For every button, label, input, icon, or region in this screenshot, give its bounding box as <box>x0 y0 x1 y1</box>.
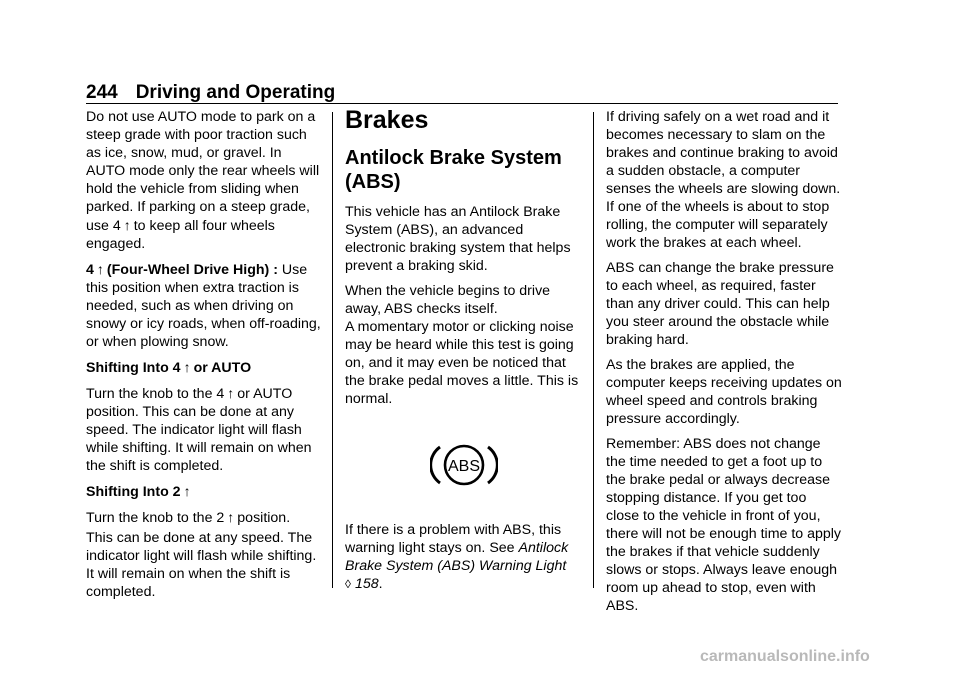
up-arrow-icon: ↑ <box>183 359 191 375</box>
mode-label: (Four-Wheel Drive High) : <box>106 262 278 278</box>
paragraph: ABS can change the brake pressure to each wheel, as required, faster than any driver could. This can help you steer around the obstacle while braking hard. <box>606 260 834 348</box>
abs-symbol-text: ABS <box>447 458 481 475</box>
watermark: carmanualsonline.info <box>700 648 870 665</box>
up-arrow-icon: ↑ <box>123 217 131 233</box>
subheading <box>86 358 322 377</box>
paragraph <box>86 260 322 351</box>
chapter-title: Driving and Operating <box>135 82 336 103</box>
text: Turn the knob to the 2 <box>86 510 225 526</box>
paragraph <box>86 108 322 253</box>
page-reference-icon: ◊ <box>345 577 351 591</box>
page-number: 244 <box>86 82 118 103</box>
text: position. <box>237 510 291 526</box>
subheading-text: or AUTO <box>193 360 252 376</box>
paragraph <box>86 384 322 475</box>
text: Use this position when extra traction is needed, such as when driving on snowy or icy roads, when off-roading, or when plowing snow. <box>86 262 321 350</box>
abs-warning-symbol <box>345 442 583 493</box>
paragraph: This can be done at any speed. The indicator light will flash while shifting. It will remain on when the shift is completed. <box>86 530 317 600</box>
paragraph: When the vehicle begins to drive away, ABS checks itself. <box>345 283 551 317</box>
paragraph <box>86 508 322 527</box>
text: . <box>378 576 383 592</box>
column-2 <box>345 108 583 600</box>
mode-number: 4 <box>86 262 94 278</box>
subheading-text: Shifting Into 4 <box>86 360 181 376</box>
cross-reference-link[interactable]: Antilock Brake System (ABS) Warning Light <box>345 540 569 574</box>
paragraph: If driving safely on a wet road and it becomes necessary to slam on the brakes and continue braking to avoid a sudden obstacle, a computer senses the wheels are slowing down. If one of the wheels is about to stop rolling, the computer will separately work the brakes at each wheel. <box>606 109 841 251</box>
column-1 <box>86 108 322 608</box>
paragraph: This vehicle has an Antilock Brake System (ABS), an advanced electronic braking system that helps prevent a braking skid. <box>345 204 571 274</box>
page-header <box>86 82 335 104</box>
text: to keep all four wheels engaged. <box>86 218 275 252</box>
text: or AUTO position. This can be done at any speed. The indicator light will flash while shifting. It will remain on when the shift is completed. <box>86 386 312 474</box>
up-arrow-icon: ↑ <box>227 385 235 401</box>
header-rule <box>86 103 838 104</box>
paragraph: Remember: ABS does not change the time needed to get a foot up to the brake pedal or always decrease stopping distance. If you get too close to the vehicle in front of you, there will not be enough time to apply the brakes if that vehicle suddenly slows or stops. Always leave enough room up ahead to stop, even with ABS. <box>606 436 842 614</box>
column-divider-2 <box>593 112 594 588</box>
up-arrow-icon: ↑ <box>96 261 104 277</box>
page-reference[interactable]: 158 <box>354 576 379 592</box>
section-title: Brakes <box>345 106 429 134</box>
text: Do not use AUTO mode to park on a steep grade with poor traction such as ice, snow, mud, or gravel. In AUTO mode only the rear wheels will hold the vehicle from sliding when parked. If parking on a steep grade, use 4 <box>86 109 320 234</box>
subheading-text: Shifting Into 2 <box>86 484 181 500</box>
paragraph: As the brakes are applied, the computer keeps receiving updates on wheel speed and controls braking pressure accordingly. <box>606 357 842 427</box>
up-arrow-icon: ↑ <box>227 509 235 525</box>
up-arrow-icon: ↑ <box>183 483 191 499</box>
abs-icon <box>430 442 498 488</box>
subheading <box>86 482 322 501</box>
paragraph <box>345 521 583 593</box>
text: Turn the knob to the 4 <box>86 386 225 402</box>
column-divider-1 <box>332 112 333 588</box>
subsection-title: Antilock Brake System (ABS) <box>345 147 562 193</box>
text: If there is a problem with ABS, this warning light stays on. See <box>345 522 562 556</box>
column-3 <box>606 108 842 622</box>
paragraph: A momentary motor or clicking noise may be heard while this test is going on, and it may even be noticed that the brake pedal moves a little. This is normal. <box>345 319 579 407</box>
